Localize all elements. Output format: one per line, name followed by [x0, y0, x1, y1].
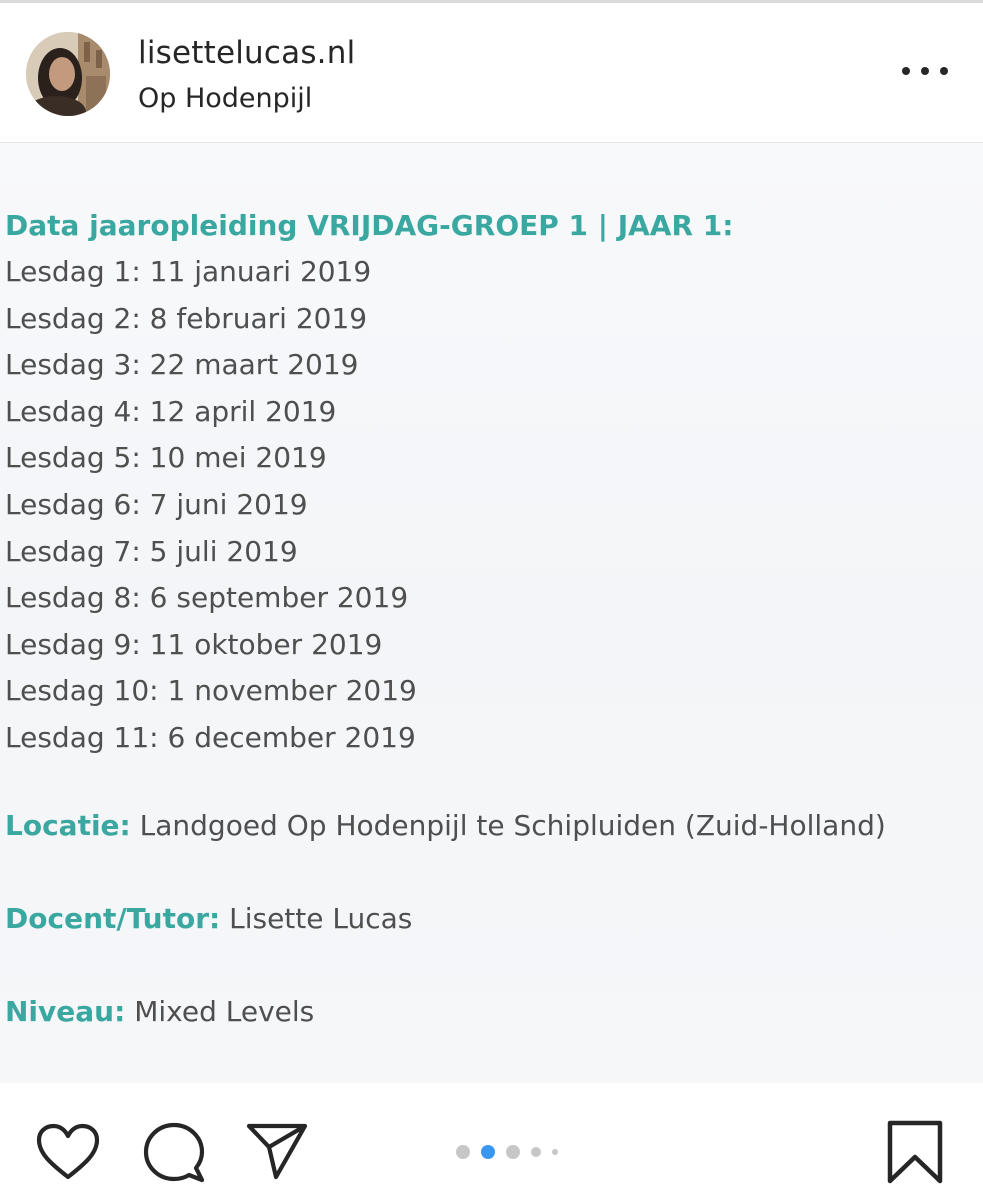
lesson-list [5, 249, 980, 762]
more-dot [902, 67, 910, 75]
carousel-indicator [456, 1143, 569, 1161]
lesson-item: Lesdag 7: 5 juli 2019 [5, 534, 298, 568]
teacher-value: Lisette Lucas [220, 902, 413, 935]
comment-icon[interactable] [142, 1121, 206, 1189]
lesson-item: Lesdag 11: 6 december 2019 [5, 720, 416, 754]
post-location[interactable]: Op Hodenpijl [138, 83, 313, 114]
bookmark-icon[interactable] [885, 1119, 945, 1189]
more-options-icon[interactable] [902, 59, 948, 83]
lesson-item: Lesdag 8: 6 september 2019 [5, 581, 409, 615]
lesson-item: Lesdag 2: 8 februari 2019 [5, 301, 368, 335]
carousel-dot [506, 1145, 520, 1159]
location-label: Locatie: [5, 809, 131, 842]
lesson-item: Lesdag 6: 7 juni 2019 [5, 487, 308, 521]
lesson-item: Lesdag 10: 1 november 2019 [5, 674, 417, 708]
avatar[interactable] [26, 32, 110, 116]
more-dot [921, 67, 929, 75]
send-icon[interactable] [245, 1121, 309, 1185]
heart-icon[interactable] [36, 1123, 100, 1185]
avatar-photo [26, 32, 110, 116]
post-header [0, 3, 983, 143]
carousel-dot-active [481, 1145, 495, 1159]
lesson-item: Lesdag 4: 12 april 2019 [5, 394, 337, 428]
lesson-item: Lesdag 3: 22 maart 2019 [5, 348, 359, 382]
post-username[interactable]: lisettelucas.nl [138, 35, 356, 71]
carousel-dot [552, 1149, 558, 1155]
teacher-label: Docent/Tutor: [5, 902, 221, 935]
schedule-heading: Data jaaropleiding VRIJDAG-GROEP 1 | JAAR 1: [5, 209, 734, 242]
carousel-dot [531, 1147, 541, 1157]
lesson-item: Lesdag 1: 11 januari 2019 [5, 255, 372, 288]
location-info [5, 809, 886, 842]
teacher-info [5, 902, 412, 935]
lesson-item: Lesdag 5: 10 mei 2019 [5, 441, 327, 475]
more-dot [940, 67, 948, 75]
lesson-item: Lesdag 9: 11 oktober 2019 [5, 627, 383, 661]
location-value: Landgoed Op Hodenpijl te Schipluiden (Zuid-Holland) [130, 809, 886, 842]
post-action-bar [0, 1083, 983, 1200]
level-info [5, 995, 314, 1028]
carousel-dot [456, 1145, 470, 1159]
level-label: Niveau: [5, 995, 126, 1028]
level-value: Mixed Levels [125, 995, 315, 1028]
post-image-text [5, 203, 980, 762]
post-image[interactable] [0, 143, 983, 1083]
